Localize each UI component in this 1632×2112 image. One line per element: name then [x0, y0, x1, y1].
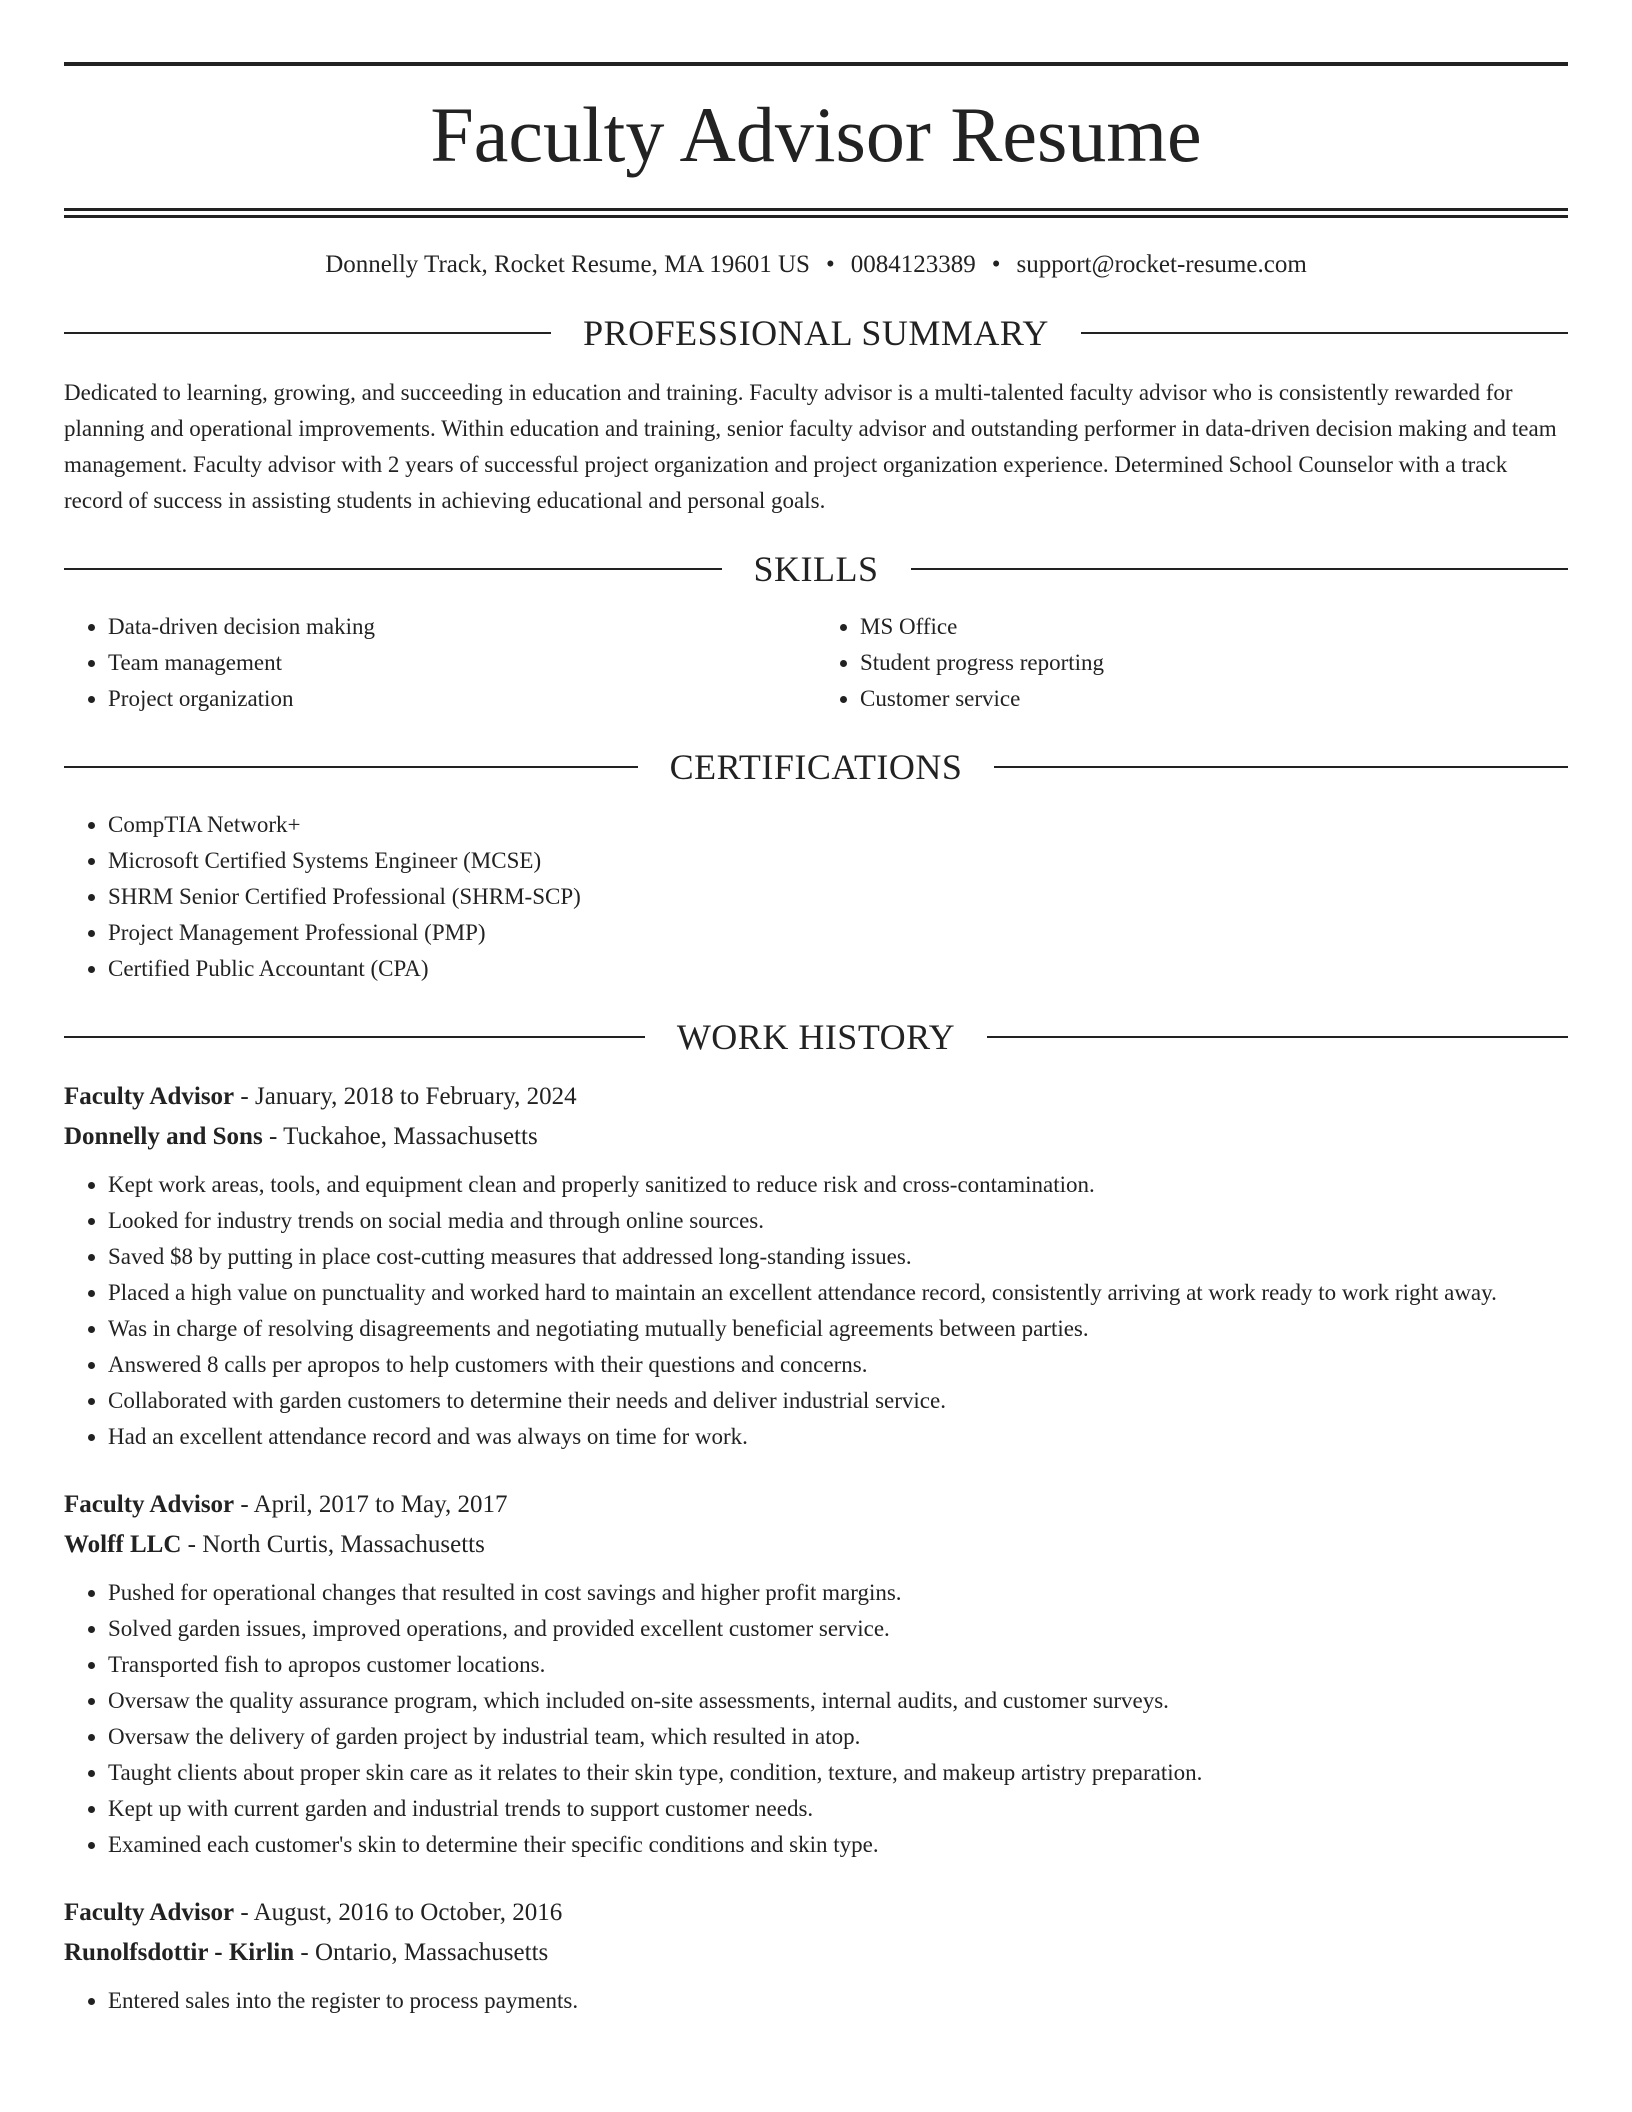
- skills-heading: [64, 549, 1568, 589]
- job-company-line: [64, 1933, 1568, 1973]
- certifications-list: [64, 807, 1568, 987]
- resume-page: [64, 62, 1568, 2019]
- job-entry: [64, 1485, 1568, 1863]
- job-location: - Tuckahoe, Massachusetts: [262, 1123, 538, 1150]
- job-location: - North Curtis, Massachusetts: [181, 1531, 485, 1558]
- summary-heading: [64, 313, 1568, 353]
- job-bullet: • Examined each customer's skin to determine their specific conditions and skin type.: [108, 1827, 1568, 1863]
- job-bullet: • Looked for industry trends on social media and through online sources.: [108, 1203, 1568, 1239]
- summary-heading-label: PROFESSIONAL SUMMARY: [583, 313, 1049, 353]
- job-bullet: • Pushed for operational changes that resulted in cost savings and higher profit margins.: [108, 1575, 1568, 1611]
- heading-rule: [64, 766, 638, 768]
- contact-address: Donnelly Track, Rocket Resume, MA 19601 US: [325, 251, 810, 278]
- heading-rule: [994, 766, 1568, 768]
- heading-rule: [64, 332, 551, 334]
- job-bullet: • Placed a high value on punctuality and worked hard to maintain an excellent attendance record, consistently arriving at work ready to work right away.: [108, 1275, 1568, 1311]
- job-bullets: [64, 1167, 1568, 1455]
- job-role: Faculty Advisor: [64, 1491, 235, 1518]
- job-bullet: • Oversaw the delivery of garden project by industrial team, which resulted in atop.: [108, 1719, 1568, 1755]
- skill-item: • Project organization: [108, 681, 816, 717]
- certification-item: • Microsoft Certified Systems Engineer (MCSE): [108, 843, 1568, 879]
- heading-rule: [1081, 332, 1568, 334]
- heading-rule: [911, 568, 1569, 570]
- skill-item: • Student progress reporting: [860, 645, 1568, 681]
- skills-heading-label: SKILLS: [753, 549, 879, 589]
- job-bullet: • Transported fish to apropos customer locations.: [108, 1647, 1568, 1683]
- certification-item: • CompTIA Network+: [108, 807, 1568, 843]
- job-bullet: • Answered 8 calls per apropos to help customers with their questions and concerns.: [108, 1347, 1568, 1383]
- job-bullet: • Was in charge of resolving disagreements and negotiating mutually beneficial agreements between parties.: [108, 1311, 1568, 1347]
- skill-item: • Team management: [108, 645, 816, 681]
- certifications-heading: [64, 747, 1568, 787]
- contact-separator: •: [825, 251, 835, 278]
- certification-item: • Certified Public Accountant (CPA): [108, 951, 1568, 987]
- job-dates: - August, 2016 to October, 2016: [234, 1899, 563, 1926]
- job-role-line: [64, 1893, 1568, 1933]
- skills-list: [64, 609, 1568, 717]
- job-company-line: [64, 1117, 1568, 1157]
- job-bullet: • Had an excellent attendance record and was always on time for work.: [108, 1419, 1568, 1455]
- job-entry: [64, 1893, 1568, 2019]
- contact-line: [64, 252, 1568, 277]
- job-bullet: • Oversaw the quality assurance program, which included on-site assessments, internal audits, and customer surveys.: [108, 1683, 1568, 1719]
- contact-separator: •: [991, 251, 1001, 278]
- resume-title: Faculty Advisor Resume: [430, 91, 1202, 178]
- job-entry: [64, 1077, 1568, 1455]
- skill-item: • Customer service: [860, 681, 1568, 717]
- work-history-heading: [64, 1017, 1568, 1057]
- contact-email: support@rocket-resume.com: [1016, 251, 1307, 278]
- skill-item: • MS Office: [860, 609, 1568, 645]
- job-role: Faculty Advisor: [64, 1899, 235, 1926]
- certification-item: • Project Management Professional (PMP): [108, 915, 1568, 951]
- job-bullets: [64, 1575, 1568, 1863]
- job-company: Runolfsdottir - Kirlin: [64, 1939, 295, 1966]
- job-dates: - April, 2017 to May, 2017: [234, 1491, 508, 1518]
- job-bullet: • Entered sales into the register to process payments.: [108, 1983, 1568, 2019]
- job-company: Donnelly and Sons: [64, 1123, 263, 1150]
- job-bullet: • Solved garden issues, improved operations, and provided excellent customer service.: [108, 1611, 1568, 1647]
- certification-item: • SHRM Senior Certified Professional (SHRM-SCP): [108, 879, 1568, 915]
- title-double-rule: [64, 208, 1568, 218]
- job-location: - Ontario, Massachusetts: [294, 1939, 549, 1966]
- heading-rule: [987, 1036, 1568, 1038]
- certifications-heading-label: CERTIFICATIONS: [669, 747, 963, 787]
- skills-column-left: [64, 609, 816, 717]
- job-dates: - January, 2018 to February, 2024: [234, 1083, 577, 1110]
- job-role-line: [64, 1485, 1568, 1525]
- job-bullets: [64, 1983, 1568, 2019]
- contact-phone: 0084123389: [850, 251, 976, 278]
- job-bullet: • Taught clients about proper skin care as it relates to their skin type, condition, texture, and makeup artistry preparation.: [108, 1755, 1568, 1791]
- heading-rule: [64, 1036, 645, 1038]
- job-bullet: • Collaborated with garden customers to determine their needs and deliver industrial service.: [108, 1383, 1568, 1419]
- heading-rule: [64, 568, 722, 570]
- summary-text: Dedicated to learning, growing, and succeeding in education and training. Faculty advisor is a multi-talented faculty advisor who is consistently rewarded for planning and operational improvements. Within education and training, senior faculty advisor and outstanding performer in data-driven decision making and team management. Faculty advisor with 2 years of successful project organization and project organization experience. Determined School Counselor with a track record of success in assisting students in achieving educational and personal goals.: [64, 380, 1557, 513]
- work-history-heading-label: WORK HISTORY: [676, 1017, 956, 1057]
- job-role-line: [64, 1077, 1568, 1117]
- job-company-line: [64, 1525, 1568, 1565]
- job-role: Faculty Advisor: [64, 1083, 235, 1110]
- skills-column-right: [816, 609, 1568, 717]
- job-bullet: • Saved $8 by putting in place cost-cutting measures that addressed long-standing issues.: [108, 1239, 1568, 1275]
- job-bullet: • Kept work areas, tools, and equipment clean and properly sanitized to reduce risk and cross-contamination.: [108, 1167, 1568, 1203]
- skill-item: • Data-driven decision making: [108, 609, 816, 645]
- job-company: Wolff LLC: [64, 1531, 182, 1558]
- job-bullet: • Kept up with current garden and industrial trends to support customer needs.: [108, 1791, 1568, 1827]
